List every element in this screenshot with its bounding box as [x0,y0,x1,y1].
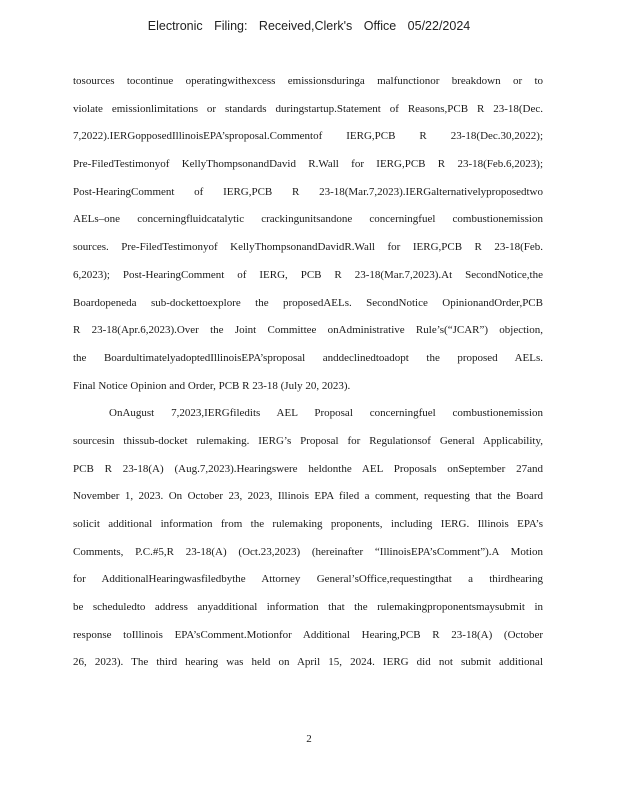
document-body [73,68,543,677]
text-line: solicit additional information from the rulemaking proponents, including IERG. Illinois EPA’s [73,518,543,530]
text-line: 7,2022).IERGopposedIllinoisEPA’sproposal.Commentof IERG,PCB R 23-18(Dec.30,2022); [73,130,543,143]
text-line: 6,2023); Post-HearingComment of IERG, PCB R 23-18(Mar.7,2023).At SecondNotice,the [73,268,543,281]
text-line: R 23-18(Apr.6,2023).Over the Joint Committee onAdministrative Rule’s(“JCAR”) objection, [73,324,543,337]
paragraph-1 [73,68,543,400]
efiling-header: Electronic Filing: Received,Clerk's Office 05/22/2024 [147,19,471,33]
page-number: 2 [306,733,312,745]
text-line: for AdditionalHearingwasfiledbythe Attorney General’sOffice,requestingthat a thirdhearing [73,573,543,586]
text-line: November 1, 2023. On October 23, 2023, Illinois EPA filed a comment, requesting that the Board [73,490,543,503]
text-line: sourcesin thissub-docket rulemaking. IERG’s Proposal for Regulationsof General Applicability, [73,434,543,447]
text-line: Comments, P.C.#5,R 23-18(A) (Oct.23,2023) (hereinafter “IllinoisEPA’sComment”).A Motion [73,545,543,558]
paragraph-2 [73,400,543,677]
text-line: PCB R 23-18(A) (Aug.7,2023).Hearingswere heldonthe AEL Proposals onSeptember 27and [73,462,543,475]
text-line: Boardopeneda sub-dockettoexplore the proposedAELs. SecondNotice OpinionandOrder,PCB [73,296,543,309]
text-line: tosources tocontinue operatingwithexcess emissionsduringa malfunctionor breakdown or to [73,75,543,87]
text-line: Pre-FiledTestimonyof KellyThompsonandDavid R.Wall for IERG,PCB R 23-18(Feb.6,2023); [73,158,543,171]
text-line: Post-HearingComment of IERG,PCB R 23-18(Mar.7,2023).IERGalternativelyproposedtwo [73,185,543,198]
text-line: violate emissionlimitations or standards duringstartup.Statement of Reasons,PCB R 23-18(Dec. [73,102,543,115]
text-line: 26, 2023). The third hearing was held on April 15, 2024. IERG did not submit additional [73,656,543,669]
text-line: Final Notice Opinion and Order, PCB R 23-18 (July 20, 2023). [73,379,351,392]
text-line: be scheduledto address anyadditional information that the rulemakingproponentsmaysubmit in [73,601,543,614]
text-line: OnAugust 7,2023,IERGfiledits AEL Proposal concerningfuel combustionemission [109,407,543,420]
text-line: response toIllinois EPA’sComment.Motionfor Additional Hearing,PCB R 23-18(A) (October [73,628,543,641]
text-line: AELs–one concerningfluidcatalytic crackingunitsandone concerningfuel combustionemission [73,213,543,226]
text-line: sources. Pre-FiledTestimonyof KellyThompsonandDavidR.Wall for IERG,PCB R 23-18(Feb. [73,241,543,254]
text-line: the BoardultimatelyadoptedIllinoisEPA’sproposal anddeclinedtoadopt the proposed AELs. [73,351,543,364]
